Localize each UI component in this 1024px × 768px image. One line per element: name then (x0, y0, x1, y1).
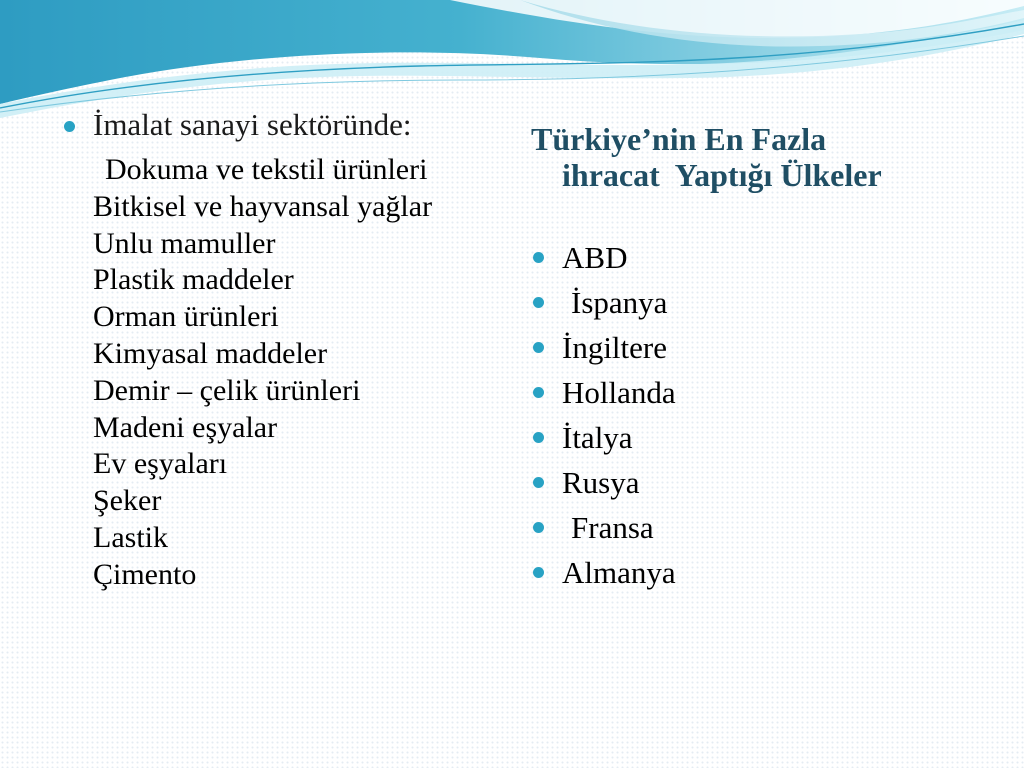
country-name: Fransa (571, 510, 654, 545)
bullet-icon (533, 522, 544, 533)
country-name: İspanya (571, 285, 668, 320)
bullet-icon (533, 342, 544, 353)
title-line-1: Türkiye’nin En Fazla (531, 121, 827, 157)
list-item: Orman ürünleri (93, 300, 279, 334)
sector-products-list (62, 152, 512, 594)
list-item: Madeni eşyalar (93, 410, 278, 444)
country-name: İngiltere (562, 330, 668, 365)
list-item (531, 553, 951, 598)
list-item: Çimento (93, 557, 197, 591)
bullet-icon (533, 297, 544, 308)
bullet-icon (533, 477, 544, 488)
list-item (531, 283, 951, 328)
list-item: Ev eşyaları (93, 447, 228, 481)
bullet-icon (533, 387, 544, 398)
list-item: Demir – çelik ürünleri (93, 373, 361, 407)
list-item (531, 328, 951, 373)
left-column (62, 106, 512, 594)
export-countries-list (531, 238, 951, 598)
bullet-icon (533, 432, 544, 443)
list-item: Şeker (93, 484, 162, 518)
sector-intro (62, 106, 512, 144)
country-name: Almanya (562, 555, 676, 590)
bullet-icon (533, 252, 544, 263)
country-name: ABD (562, 240, 628, 275)
list-item: Kimyasal maddeler (93, 336, 328, 370)
list-item: Dokuma ve tekstil ürünleri (105, 153, 428, 186)
country-name: Rusya (562, 465, 640, 500)
list-item (531, 373, 951, 418)
title-line-2: ihracat Yaptığı Ülkeler (562, 157, 882, 193)
country-name: İtalya (562, 420, 633, 455)
list-item (531, 418, 951, 463)
list-item: Lastik (93, 520, 168, 554)
sector-intro-text: İmalat sanayi sektöründe: (93, 107, 412, 142)
list-item: Plastik maddeler (93, 263, 294, 297)
list-item: Bitkisel ve hayvansal yağlar (93, 189, 433, 223)
list-item (531, 238, 951, 283)
list-item: Unlu mamuller (93, 226, 276, 260)
export-countries-title (531, 121, 1001, 193)
bullet-icon (533, 567, 544, 578)
list-item (531, 463, 951, 508)
list-item (531, 508, 951, 553)
country-name: Hollanda (562, 375, 676, 410)
bullet-icon (64, 121, 75, 132)
